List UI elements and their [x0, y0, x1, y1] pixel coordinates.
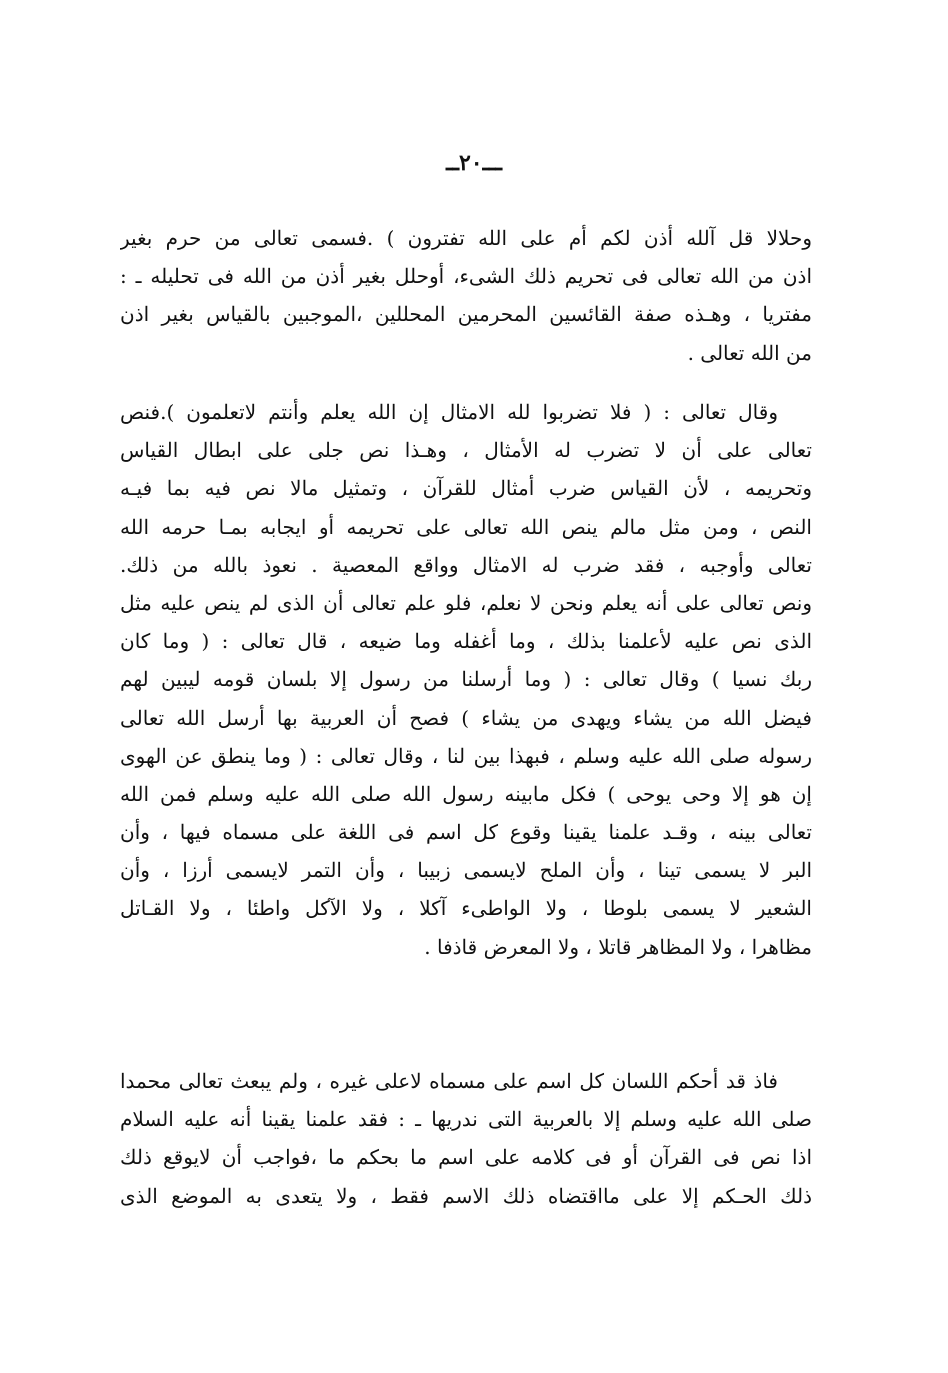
text-line: صلى الله عليه وسلم إلا بالعربية التى ندريها ـ : فقد علمنا يقينا أنه عليه السلام: [120, 1107, 812, 1132]
text-line: تعالى وأوجبه ، فقد ضرب له الامثال وواقع المعصية . نعوذ بالله من ذلك.: [120, 552, 812, 577]
text-line: ذلك الحـكم إلا على مااقتضاه ذلك الاسم فقط ، ولا يتعدى به الموضع الذى: [120, 1183, 812, 1208]
text-line: ونص تعالى على أنه يعلم ونحن لا نعلم، فلو علم تعالى أن الذى لم ينص عليه مثل: [120, 590, 812, 615]
text-line: ربك نسيا ) وقال تعالى : ( وما أرسلنا من رسول إلا بلسان قومه ليبين لهم: [120, 667, 812, 692]
text-line: مفتريا ، وهـذه صفة القائسين المحرمين المحللين ،الموجبين بالقياس بغير اذن: [120, 302, 812, 327]
text-line: فيضل الله من يشاء ويهدى من يشاء ) فصح أن العربية بها أرسل الله تعالى: [120, 705, 812, 730]
text-line: البر لا يسمى تينا ، وأن الملح لايسمى زبيبا ، وأن التمر لايسمى أرزا ، وأن: [120, 858, 812, 883]
text-line: الذى نص عليه لأعلمنا بذلك ، وما أغفله وما ضيعه ، قال تعالى : ( وما كان: [120, 629, 812, 654]
page-number: ـــ٢٠ــ: [446, 150, 502, 176]
text-line: من الله تعالى .: [687, 340, 812, 365]
text-line: الشعير لا يسمى بلوطا ، ولا الواطىء آكلا ، ولا الآكل واطئا ، ولا القـاتل: [120, 896, 812, 921]
paragraph-2: [120, 393, 812, 966]
text-line: فاذ قد أحكم اللسان كل اسم على مسماه لاعلى غيره ، ولم يبعث تعالى محمدا: [120, 1069, 778, 1093]
text-line: تعالى بينه ، وقـد علمنا يقينا وقوع كل اسم فى اللغة على مسماه فيها ، وأن: [120, 820, 812, 845]
text-line: النص ، ومن مثل مالم ينص الله تعالى على تحريمه أو ايجابه بمـا حرمه الله: [120, 514, 812, 539]
text-line: وتحريمه ، لأن القياس ضرب أمثال للقرآن ، وتمثيل مالا نص فيه بما فيـه: [120, 476, 812, 501]
text-line: وقال تعالى : ( فلا تضربوا لله الامثال إن الله يعلم وأنتم لاتعلمون ).فنص: [120, 400, 778, 424]
text-line: إن هو إلا وحى يوحى ) فكل مابينه رسول الله صلى الله عليه وسلم فمن الله: [120, 781, 812, 806]
text-line: اذا نص فى القرآن أو فى كلامه على اسم ما بحكم ما ،فواجب أن لايوقع ذلك: [120, 1145, 812, 1170]
paragraph-3: [120, 1062, 812, 1215]
text-line: رسوله صلى الله عليه وسلم ، فبهذا بين لنا ، وقال تعالى : ( وما ينطق عن الهوى: [120, 743, 812, 768]
text-line: وحلالا قل آلله أذن لكم أم على الله تفترون ) .فسمى تعالى من حرم بغير: [120, 226, 812, 250]
text-line: اذن من الله تعالى فى تحريم ذلك الشىء، أوحلل بغير أذن من الله فى تحليله ـ :: [120, 264, 812, 289]
text-line: تعالى على أن لا تضرب له الأمثال ، وهـذا نص جلى على ابطال القياس: [120, 438, 812, 463]
paragraph-1: [120, 219, 812, 372]
text-line: مظاهرا ، ولا المظاهر قاتلا ، ولا المعرض قاذفا .: [424, 934, 812, 959]
